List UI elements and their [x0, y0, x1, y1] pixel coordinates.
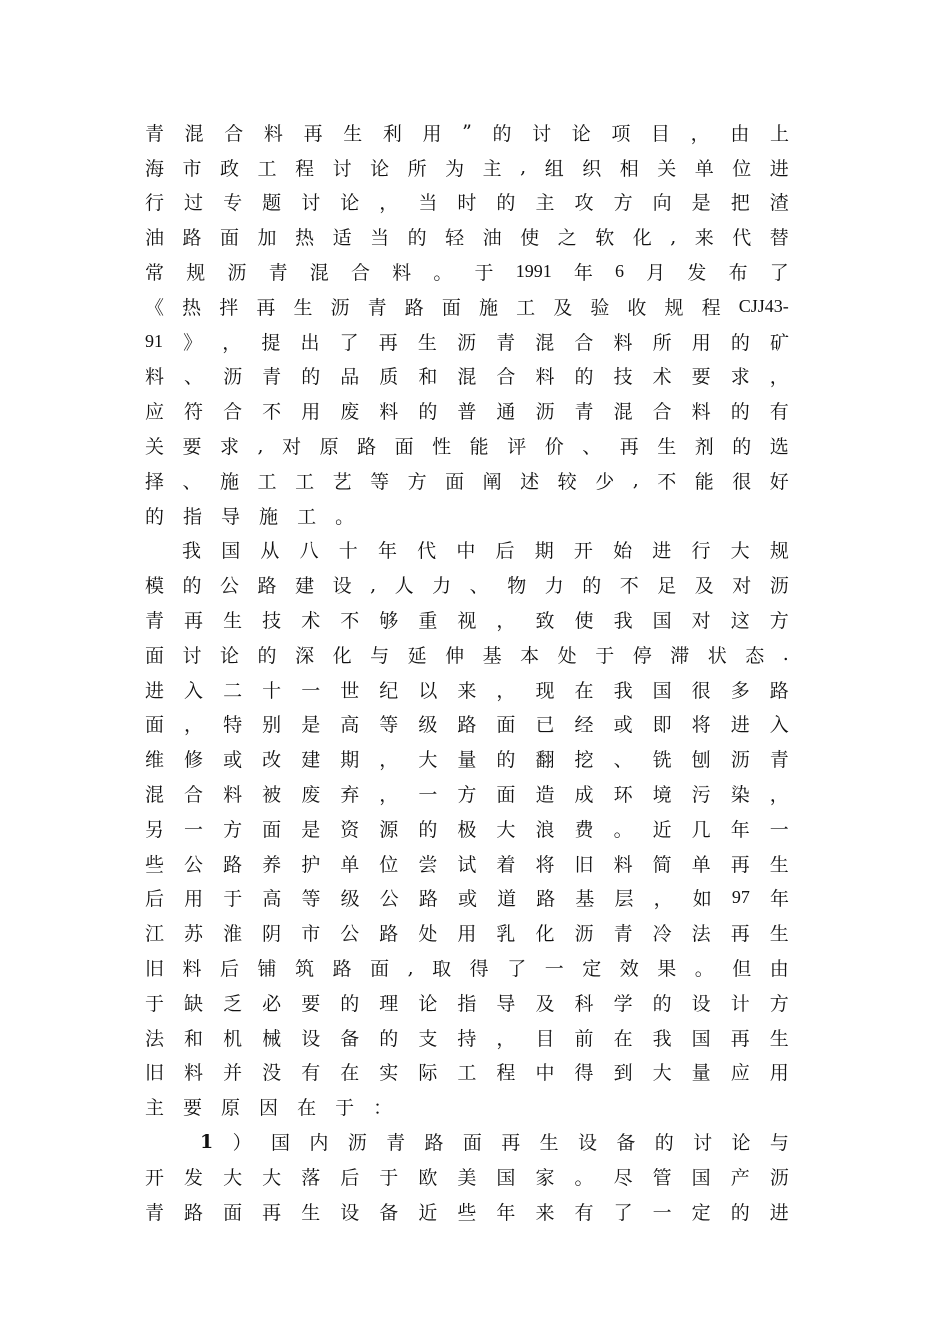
text-line: 面 讨 论 的 深 化 与 延 伸 基 本 处 于 停 滞 状 态 . — [145, 643, 789, 667]
text-line: 择 、 施 工 工 艺 等 方 面 阐 述 较 少 , 不 能 很 好 — [145, 469, 789, 493]
text-line: 旧 料 并 没 有 在 实 际 工 程 中 得 到 大 量 应 用 — [145, 1062, 789, 1085]
text-line: 另 一 方 面 是 资 源 的 极 大 浪 费 。 近 几 年 一 — [145, 818, 789, 841]
text-line: 我 国 从 八 十 年 代 中 后 期 开 始 进 行 大 规 — [182, 540, 789, 563]
text-line: 关 要 求 , 对 原 路 面 性 能 评 价 、 再 生 剂 的 选 — [145, 434, 789, 459]
text-line: 常 规 沥 青 混 合 料 。 于 1991 年 6 月 发 布 了 — [145, 261, 789, 285]
text-line: 模 的 公 路 建 设 , 人 力 、 物 力 的 不 足 及 对 沥 — [145, 573, 789, 598]
text-line: 青 再 生 技 术 不 够 重 视 ， 致 使 我 国 对 这 方 — [145, 610, 789, 633]
text-line: 旧 料 后 铺 筑 路 面 , 取 得 了 一 定 效 果 。 但 由 — [145, 956, 789, 981]
text-line: 开 发 大 大 落 后 于 欧 美 国 家 。 尽 管 国 产 沥 — [145, 1166, 789, 1189]
text-line: 料 、 沥 青 的 品 质 和 混 合 料 的 技 术 要 求 ， — [145, 366, 789, 389]
text-line: 后 用 于 高 等 级 公 路 或 道 路 基 层 ， 如 97 年 — [145, 887, 789, 911]
text-line: 行 过 专 题 讨 论 ， 当 时 的 主 攻 方 向 是 把 渣 — [145, 192, 789, 215]
text-line: 面 ， 特 别 是 高 等 级 路 面 已 经 或 即 将 进 入 — [145, 714, 789, 737]
text-line: 海 市 政 工 程 讨 论 所 为 主 , 组 织 相 关 单 位 进 — [145, 156, 789, 180]
text-line: 于 缺 乏 必 要 的 理 论 指 导 及 科 学 的 设 计 方 — [145, 992, 789, 1015]
text-line: 进 入 二 十 一 世 纪 以 来 ， 现 在 我 国 很 多 路 — [145, 679, 789, 702]
text-line: 1 ） 国 内 沥 青 路 面 再 生 设 备 的 讨 论 与 — [200, 1130, 789, 1154]
text-line: 青 路 面 再 生 设 备 近 些 年 来 有 了 一 定 的 进 — [145, 1201, 789, 1224]
text-line: 油 路 面 加 热 适 当 的 轻 油 使 之 软 化 , 来 代 替 — [145, 225, 789, 250]
text-line: 《 热 拌 再 生 沥 青 路 面 施 工 及 验 收 规 程 CJJ43- — [145, 295, 789, 319]
text-line: 91 》 ， 提 出 了 再 生 沥 青 混 合 料 所 用 的 矿 — [145, 330, 789, 354]
text-line: 混 合 料 被 废 弃 ， 一 方 面 造 成 环 境 污 染 ， — [145, 784, 789, 807]
text-line: 维 修 或 改 建 期 ， 大 量 的 翻 挖 、 铣 刨 沥 青 — [145, 749, 789, 772]
text-line: 应 符 合 不 用 废 料 的 普 通 沥 青 混 合 料 的 有 — [145, 401, 789, 424]
text-line: 江 苏 淮 阴 市 公 路 处 用 乳 化 沥 青 冷 法 再 生 — [145, 923, 789, 946]
text-line: 的 指 导 施 工 。 — [145, 505, 355, 528]
body-text — [145, 115, 789, 1229]
text-line: 主 要 原 因 在 于 ： — [145, 1097, 393, 1120]
text-line: 些 公 路 养 护 单 位 尝 试 着 将 旧 料 简 单 再 生 — [145, 853, 789, 876]
text-line: 青 混 合 料 再 生 利 用 ” 的 讨 论 项 目 ， 由 上 — [145, 121, 789, 145]
text-line: 法 和 机 械 设 备 的 支 持 ， 目 前 在 我 国 再 生 — [145, 1027, 789, 1050]
